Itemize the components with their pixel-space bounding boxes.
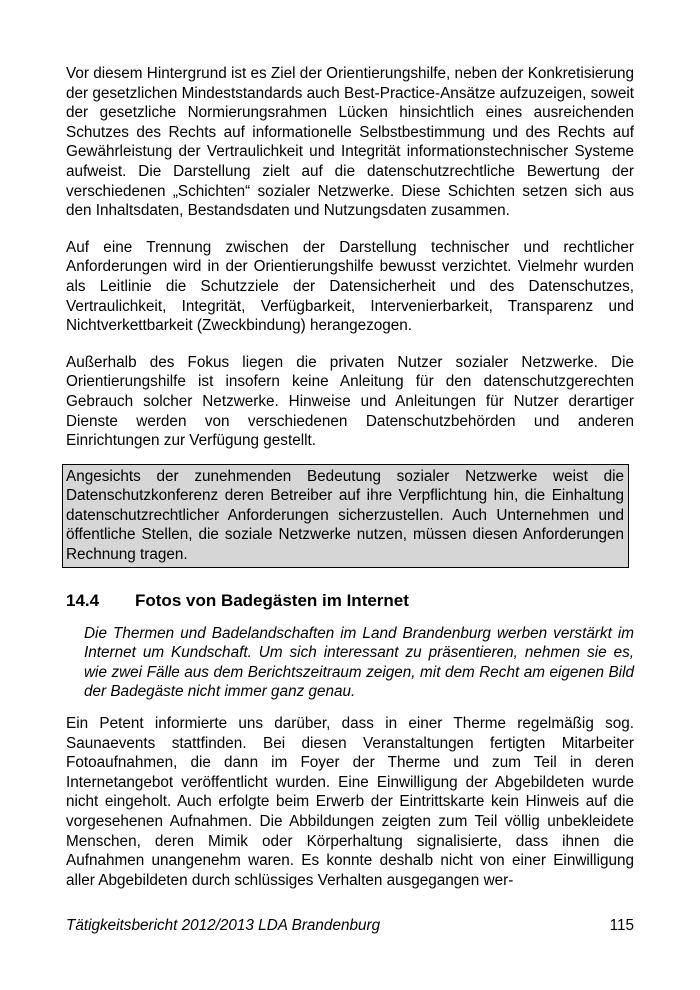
section-lead: Die Thermen und Badelandschaften im Land Brandenburg werben verstärkt im Internet um Kundschaft. Um sich interessant zu präsentieren, nehmen sie es, wie zwei Fälle aus dem Berichtszeitraum zeigen, mit dem Recht am eigenen Bild der Badegäste nicht immer ganz genau. <box>84 624 634 701</box>
section-number: 14.4 <box>66 590 100 610</box>
section-heading <box>66 590 634 612</box>
highlight-box <box>62 464 629 568</box>
page-number: 115 <box>609 917 634 934</box>
section-body: Ein Petent informierte uns darüber, dass in einer Therme regelmäßig sog. Saunaevents stattfinden. Bei diesen Veranstaltungen fertigten Mitarbeiter Fotoaufnahmen, die dann im Foyer der Therme und zum Teil in deren Internetangebot veröffentlicht wurden. Eine Einwilligung der Abgebildeten wurde nicht eingeholt. Auch erfolgte beim Erwerb der Eintrittskarte kein Hinweis auf die vorgesehenen Aufnahmen. Die Abbildungen zeigten zum Teil völlig unbekleidete Menschen, deren Mimik oder Körperhaltung signalisierte, dass ihnen die Aufnahmen unangenehm waren. Es konnte deshalb nicht von einer Einwilligung aller Abgebildeten durch schlüssiges Verhalten ausgegangen wer- <box>66 715 634 889</box>
footer-title: Tätigkeitsbericht 2012/2013 LDA Brandenburg <box>66 917 381 934</box>
page-footer <box>66 916 634 935</box>
paragraph-orientierungshilfe-ziel: Vor diesem Hintergrund ist es Ziel der Orientierungshilfe, neben der Konkretisierung der gesetzlichen Mindeststandards auch Best-Practice-Ansätze aufzuzeigen, soweit der gesetzliche Normierungsrahmen Lücken hinsichtlich eines ausreichenden Schutzes des Rechts auf informationelle Selbstbestimmung und des Rechts auf Gewährleistung der Vertraulichkeit und Integrität informationstechnischer Systeme aufweist. Die Darstellung zielt auf die datenschutzrechtliche Bewertung der verschiedenen „Schichten“ sozialer Netzwerke. Diese Schichten setzen sich aus den Inhaltsdaten, Bestandsdaten und Nutzungsdaten zusammen. <box>66 65 634 220</box>
paragraph-private-nutzer: Außerhalb des Fokus liegen die privaten Nutzer sozialer Netzwerke. Die Orientierungshilfe ist insofern keine Anleitung für den datenschutzgerechten Gebrauch solcher Netzwerke. Hinweise und Anleitungen für Nutzer derartiger Dienste werden von verschiedenen Datenschutzbehörden und anderen Einrichtungen zur Verfügung gestellt. <box>66 353 634 450</box>
section-title: Fotos von Badegästen im Internet <box>135 590 409 610</box>
paragraph-schutzziele: Auf eine Trennung zwischen der Darstellung technischer und rechtlicher Anforderungen wird in der Orientierungshilfe bewusst verzichtet. Vielmehr wurden als Leitlinie die Schutzziele der Datensicherheit und des Datenschutzes, Vertraulichkeit, Integrität, Verfügbarkeit, Intervenierbarkeit, Transparenz und Nichtverkettbarkeit (Zweckbindung) herangezogen. <box>66 238 634 335</box>
page-content <box>66 64 634 890</box>
highlight-box-text: Angesichts der zunehmenden Bedeutung sozialer Netzwerke weist die Datenschutzkonferenz deren Betreiber auf ihre Verpflichtung hin, die Einhaltung datenschutzrechtlicher Anforderungen sicherzustellen. Auch Unternehmen und öffentliche Stellen, die soziale Netzwerke nutzen, müssen diesen Anforderungen Rechnung tragen. <box>66 467 624 564</box>
